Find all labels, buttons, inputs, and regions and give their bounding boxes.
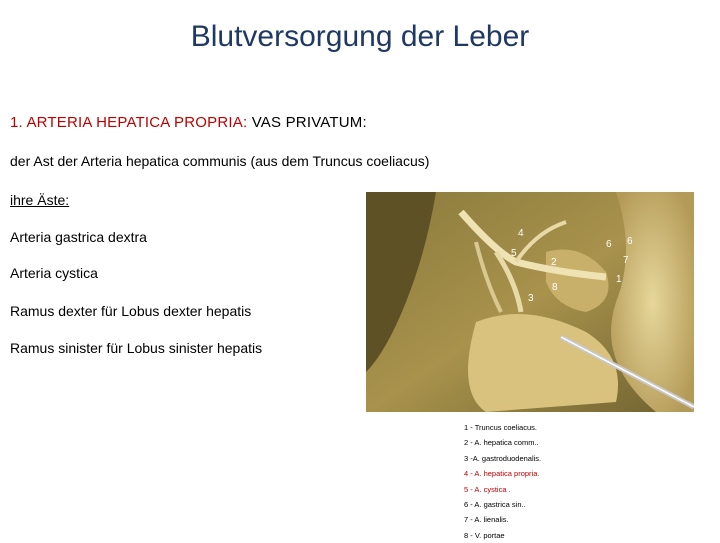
legend-item: 5 - A. cystica . xyxy=(464,484,511,494)
legend-item: 4 - A. hepatica propria. xyxy=(464,469,540,479)
legend-item: 1 - Truncus coeliacus. xyxy=(464,423,537,432)
image-label: 4 xyxy=(518,228,524,239)
image-label: 7 xyxy=(623,255,629,266)
legend-item: 6 - A. gastrica sin.. xyxy=(464,500,526,510)
legend-item: 7 - A. lienalis. xyxy=(464,515,509,525)
legend-item: 2 - A. hepatica comm.. xyxy=(464,438,539,448)
legend-item: 8 - V. portae xyxy=(464,530,505,540)
section-heading xyxy=(10,114,367,131)
image-label: 8 xyxy=(552,282,558,293)
heading-artery-name: 1. ARTERIA HEPATICA PROPRIA: xyxy=(10,114,248,131)
legend-item: 3 -A. gastroduodenalis. xyxy=(464,453,542,463)
branch-item: Arteria gastrica dextra xyxy=(10,229,147,245)
image-label: 6 xyxy=(606,239,612,250)
image-label: 2 xyxy=(551,257,557,268)
page-title: Blutversorgung der Leber xyxy=(190,20,530,53)
image-label: 3 xyxy=(528,293,534,304)
branch-item: Ramus dexter für Lobus dexter hepatis xyxy=(10,303,252,319)
image-label: 1 xyxy=(616,274,622,285)
branches-heading: ihre Äste: xyxy=(10,192,70,208)
image-label: 5 xyxy=(511,248,517,259)
branch-item: Arteria cystica xyxy=(10,265,98,281)
anatomy-photo xyxy=(366,192,694,412)
branch-item: Ramus sinister für Lobus sinister hepatis xyxy=(10,340,263,356)
description-text: der Ast der Arteria hepatica communis (aus dem Truncus coeliacus) xyxy=(10,153,430,169)
image-label: 6 xyxy=(627,236,633,247)
heading-subtitle: VAS PRIVATUM: xyxy=(251,114,367,131)
figure-legend xyxy=(464,420,541,543)
